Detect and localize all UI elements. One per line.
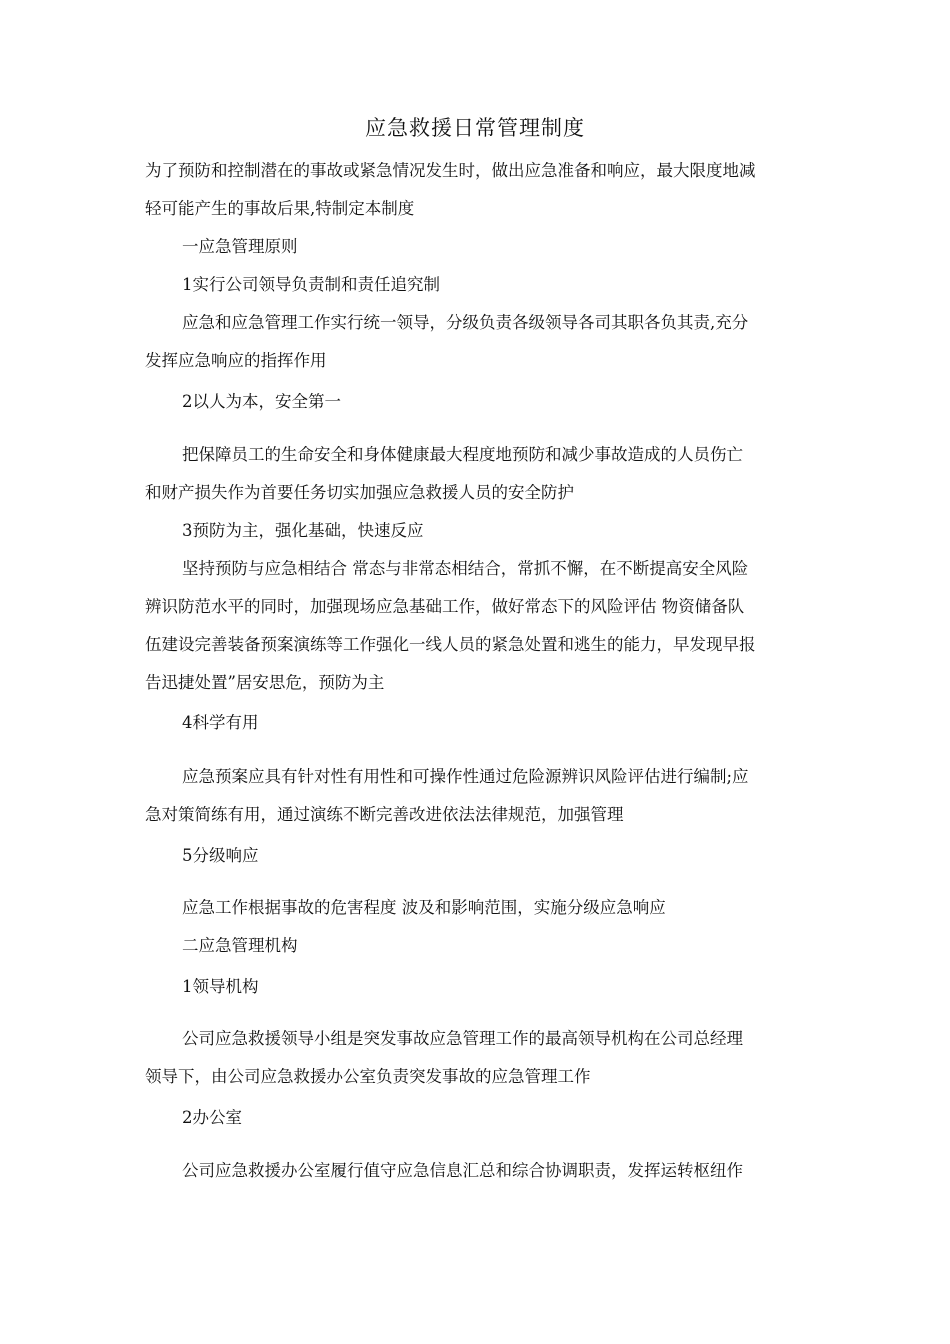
section-heading: 一应急管理原则 — [182, 237, 298, 256]
subsection-heading: 2以人为本，安全第一 — [182, 392, 341, 411]
document-title: 应急救援日常管理制度 — [365, 116, 585, 140]
body-line: 发挥应急响应的指挥作用 — [145, 351, 327, 370]
body-line: 和财产损失作为首要任务切实加强应急救援人员的安全防护 — [145, 483, 574, 502]
body-line: 坚持预防与应急相结合 常态与非常态相结合，常抓不懈，在不断提高安全风险 — [182, 559, 749, 578]
body-line: 为了预防和控制潜在的事故或紧急情况发生时，做出应急准备和响应，最大限度地减 — [145, 161, 756, 180]
subsection-heading: 2办公室 — [182, 1108, 242, 1127]
body-line: 应急工作根据事故的危害程度 波及和影响范围，实施分级应急响应 — [182, 898, 666, 917]
subsection-heading: 5分级响应 — [182, 846, 259, 865]
body-line: 把保障员工的生命安全和身体健康最大程度地预防和减少事故造成的人员伤亡 — [182, 445, 743, 464]
body-line: 辨识防范水平的同时，加强现场应急基础工作，做好常态下的风险评估 物资储备队 — [145, 597, 745, 616]
body-line: 伍建设完善装备预案演练等工作强化一线人员的紧急处置和逃生的能力，早发现早报 — [145, 635, 756, 654]
body-line: 应急和应急管理工作实行统一领导，分级负责各级领导各司其职各负其责,充分 — [182, 313, 749, 332]
body-line: 急对策简练有用，通过演练不断完善改进依法法律规范，加强管理 — [145, 805, 624, 824]
subsection-heading: 4科学有用 — [182, 713, 259, 732]
body-line: 轻可能产生的事故后果,特制定本制度 — [145, 199, 415, 218]
body-line: 应急预案应具有针对性有用性和可操作性通过危险源辨识风险评估进行编制;应 — [182, 767, 749, 786]
body-line: 领导下，由公司应急救援办公室负责突发事故的应急管理工作 — [145, 1067, 591, 1086]
body-line: 公司应急救援办公室履行值守应急信息汇总和综合协调职责，发挥运转枢纽作 — [182, 1161, 743, 1180]
section-heading: 二应急管理机构 — [182, 936, 298, 955]
body-line: 告迅捷处置”居安思危，预防为主 — [145, 673, 385, 692]
subsection-heading: 1实行公司领导负责制和责任追究制 — [182, 275, 440, 294]
subsection-heading: 3预防为主，强化基础，快速反应 — [182, 521, 424, 540]
body-line: 公司应急救援领导小组是突发事故应急管理工作的最高领导机构在公司总经理 — [182, 1029, 743, 1048]
subsection-heading: 1领导机构 — [182, 977, 259, 996]
